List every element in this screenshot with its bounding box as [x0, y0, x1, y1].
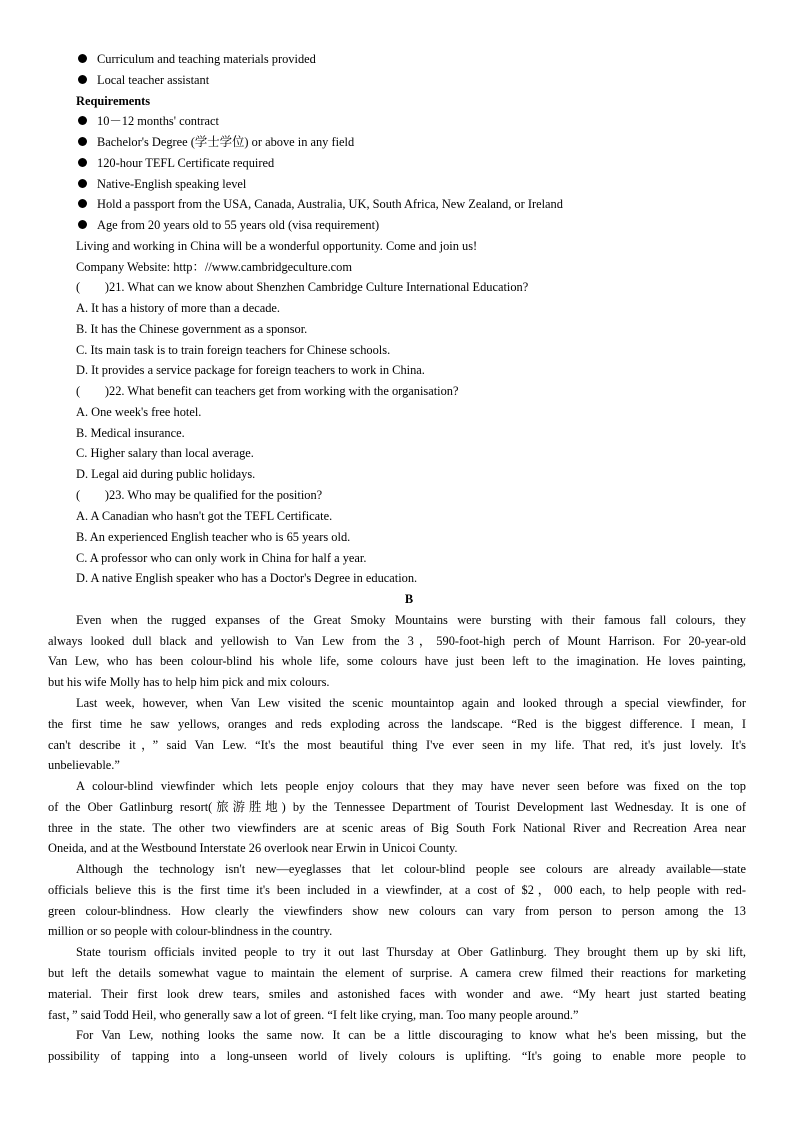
passage-line: but left the details somewhat vague to maintain the element of surprise. A camera crew filmed their reactions for marketing: [48, 966, 746, 980]
question-option: B. Medical insurance.: [76, 426, 185, 440]
passage-line: unbelievable.”: [48, 758, 120, 772]
bullet-icon: [78, 179, 87, 188]
passage-line: always looked dull black and yellowish to Van Lew from the 3，590-foot-high perch of Mount Harrison. For 20-year-old: [48, 634, 746, 648]
bullet-icon: [78, 199, 87, 208]
passage-line: fast，” said Todd Heil, who generally saw a lot of green. “I felt like crying, man. Too many people around.”: [48, 1008, 579, 1022]
company-website: Company Website: http：//www.cambridgeculture.com: [76, 260, 353, 274]
passage-line: material. Their first look drew tears, smiles and astonished faces with wonder and awe. “My heart just started beating: [48, 987, 746, 1001]
passage-line: green colour-blindness. How clearly the viewfinders show new colours can vary from person to person among the 13: [48, 904, 746, 918]
bullet-icon: [78, 54, 87, 63]
question-option: A. One week's free hotel.: [76, 405, 202, 419]
bullet-icon: [78, 116, 87, 125]
passage-line: Although the technology isn't new—eyeglasses that let colour-blind people see colours are already available—state: [76, 862, 746, 876]
list-item: Hold a passport from the USA, Canada, Australia, UK, South Africa, New Zealand, or Ireland: [78, 194, 563, 215]
bullet-icon: [78, 220, 87, 229]
question-option: C. Its main task is to train foreign teachers for Chinese schools.: [76, 343, 391, 357]
passage-line: Van Lew, who has been colour-blind his whole life, some colours have just been left to the imagination. He loves painting,: [48, 654, 746, 668]
requirements-heading: Requirements: [76, 94, 151, 108]
passage-line: For Van Lew, nothing looks the same now. It can be a little discouraging to know what he's been missing, but the: [76, 1028, 746, 1042]
closing-text: Living and working in China will be a wonderful opportunity. Come and join us!: [76, 239, 478, 253]
question-option: C. Higher salary than local average.: [76, 446, 254, 460]
section-b-heading: B: [404, 592, 414, 606]
passage-line: can't describe it，” said Van Lew. “It's the most beautiful thing I've ever seen in my life. That red, it's just lovely. It's: [48, 738, 746, 752]
passage-line: of the Ober Gatlinburg resort(旅游胜地) by the Tennessee Department of Tourist Development last Wednesday. It is one of: [48, 800, 746, 814]
list-item: Age from 20 years old to 55 years old (visa requirement): [78, 215, 379, 236]
question-option: C. A professor who can only work in China for half a year.: [76, 551, 367, 565]
bullet-icon: [78, 158, 87, 167]
bullet-icon: [78, 75, 87, 84]
question-option: B. An experienced English teacher who is 65 years old.: [76, 530, 351, 544]
question-23-stem: ( )23. Who may be qualified for the position?: [76, 488, 323, 502]
passage-line: A colour-blind viewfinder which lets people enjoy colours that they may have never seen before was fixed on the top: [76, 779, 746, 793]
passage-line: State tourism officials invited people to try it out last Thursday at Ober Gatlinburg. They brought them up by ski lift,: [76, 945, 746, 959]
passage-line: but his wife Molly has to help him pick and mix colours.: [48, 675, 330, 689]
passage-line: Even when the rugged expanses of the Great Smoky Mountains were bursting with their famous fall colours, they: [76, 613, 746, 627]
list-item: Curriculum and teaching materials provided: [78, 49, 316, 70]
question-22-stem: ( )22. What benefit can teachers get from working with the organisation?: [76, 384, 459, 398]
question-option: D. Legal aid during public holidays.: [76, 467, 256, 481]
question-option: D. A native English speaker who has a Doctor's Degree in education.: [76, 571, 418, 585]
question-option: A. A Canadian who hasn't got the TEFL Certificate.: [76, 509, 333, 523]
list-item: Local teacher assistant: [78, 70, 209, 91]
passage-line: three in the state. The other two viewfinders are at scenic areas of Big South Fork National River and Recreation Area near: [48, 821, 746, 835]
passage-line: officials believe this is the first time it's been included in a viewfinder, at a cost of $2，000 each, to help people with red-: [48, 883, 746, 897]
list-item: 120-hour TEFL Certificate required: [78, 153, 274, 174]
passage-line: the first time he saw yellows, oranges and reds exploding across the landscape. “Red is the biggest difference. I mean, I: [48, 717, 746, 731]
passage-line: million or so people with colour-blindness in the country.: [48, 924, 333, 938]
question-option: D. It provides a service package for foreign teachers to work in China.: [76, 363, 425, 377]
question-option: B. It has the Chinese government as a sponsor.: [76, 322, 308, 336]
passage-line: Oneida, and at the Westbound Interstate 26 overlook near Erwin in Unicoi County.: [48, 841, 458, 855]
question-option: A. It has a history of more than a decade.: [76, 301, 281, 315]
question-21-stem: ( )21. What can we know about Shenzhen Cambridge Culture International Education?: [76, 280, 529, 294]
list-item: Native-English speaking level: [78, 174, 246, 195]
passage-line: possibility of tapping into a long-unseen world of lively colours is uplifting. “It's going to enable more people to: [48, 1049, 746, 1063]
list-item: Bachelor's Degree (学士学位) or above in any field: [78, 132, 354, 153]
passage-line: Last week, however, when Van Lew visited the scenic mountaintop again and looked through a special viewfinder, for: [76, 696, 746, 710]
list-item: 10－12 months' contract: [78, 111, 219, 132]
bullet-icon: [78, 137, 87, 146]
